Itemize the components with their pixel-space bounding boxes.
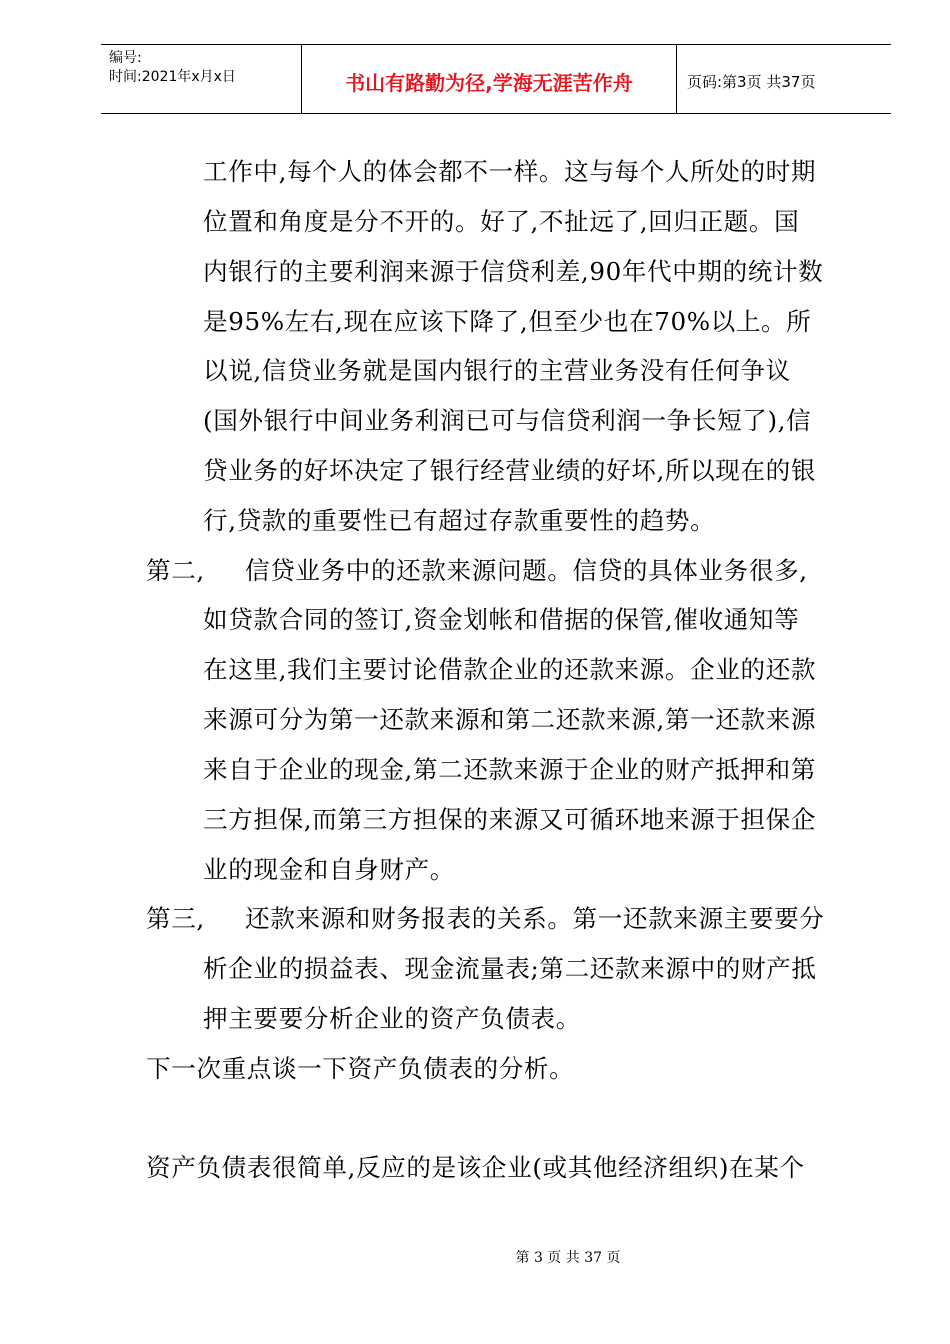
body-line: (国外银行中间业务利润已可与信贷利润一争长短了),信 [203, 406, 812, 435]
page-header [101, 44, 891, 114]
body-line: 析企业的损益表、现金流量表;第二还款来源中的财产抵 [203, 954, 817, 983]
body-line: 还款来源和财务报表的关系。第一还款来源主要要分 [245, 904, 825, 933]
body-line: 下一次重点谈一下资产负债表的分析。 [146, 1054, 575, 1083]
body-line: 如贷款合同的签订,资金划帐和借据的保管,催收通知等 [203, 605, 800, 634]
header-motto: 书山有路勤为径,学海无涯苦作舟 [345, 71, 633, 95]
body-line: 位置和角度是分不开的。好了,不扯远了,回归正题。国 [203, 207, 800, 236]
body-line: 业的现金和自身财产。 [203, 855, 455, 884]
header-divider [676, 45, 677, 113]
body-line: 信贷业务中的还款来源问题。信贷的具体业务很多, [245, 556, 808, 585]
point-label: 第二, [146, 556, 205, 585]
body-line: 资产负债表很简单,反应的是该企业(或其他经济组织)在某个 [146, 1153, 805, 1182]
number-label: 编号: [109, 50, 142, 66]
time-label: 时间:2021年x月x日 [109, 69, 236, 85]
body-line: 是95%左右,现在应该下降了,但至少也在70%以上。所 [203, 307, 812, 336]
body-line: 以说,信贷业务就是国内银行的主营业务没有任何争议 [203, 356, 791, 385]
body-line: 贷业务的好坏决定了银行经营业绩的好坏,所以现在的银 [203, 456, 817, 485]
body-line: 工作中,每个人的体会都不一样。这与每个人所处的时期 [203, 157, 817, 186]
body-line: 来自于企业的现金,第二还款来源于企业的财产抵押和第 [203, 755, 817, 784]
point-label: 第三, [146, 904, 205, 933]
body-line: 行,贷款的重要性已有超过存款重要性的趋势。 [203, 506, 716, 535]
header-meta [109, 49, 236, 87]
body-line: 内银行的主要利润来源于信贷利差,90年代中期的统计数 [203, 257, 824, 286]
header-page-number: 页码:第3页 共37页 [687, 73, 816, 91]
body-line: 三方担保,而第三方担保的来源又可循环地来源于担保企 [203, 805, 817, 834]
body-line: 押主要要分析企业的资产负债表。 [203, 1004, 581, 1033]
page-footer: 第 3 页 共 37 页 [515, 1250, 621, 1266]
body-line: 在这里,我们主要讨论借款企业的还款来源。企业的还款 [203, 655, 817, 684]
body-line: 来源可分为第一还款来源和第二还款来源,第一还款来源 [203, 705, 817, 734]
